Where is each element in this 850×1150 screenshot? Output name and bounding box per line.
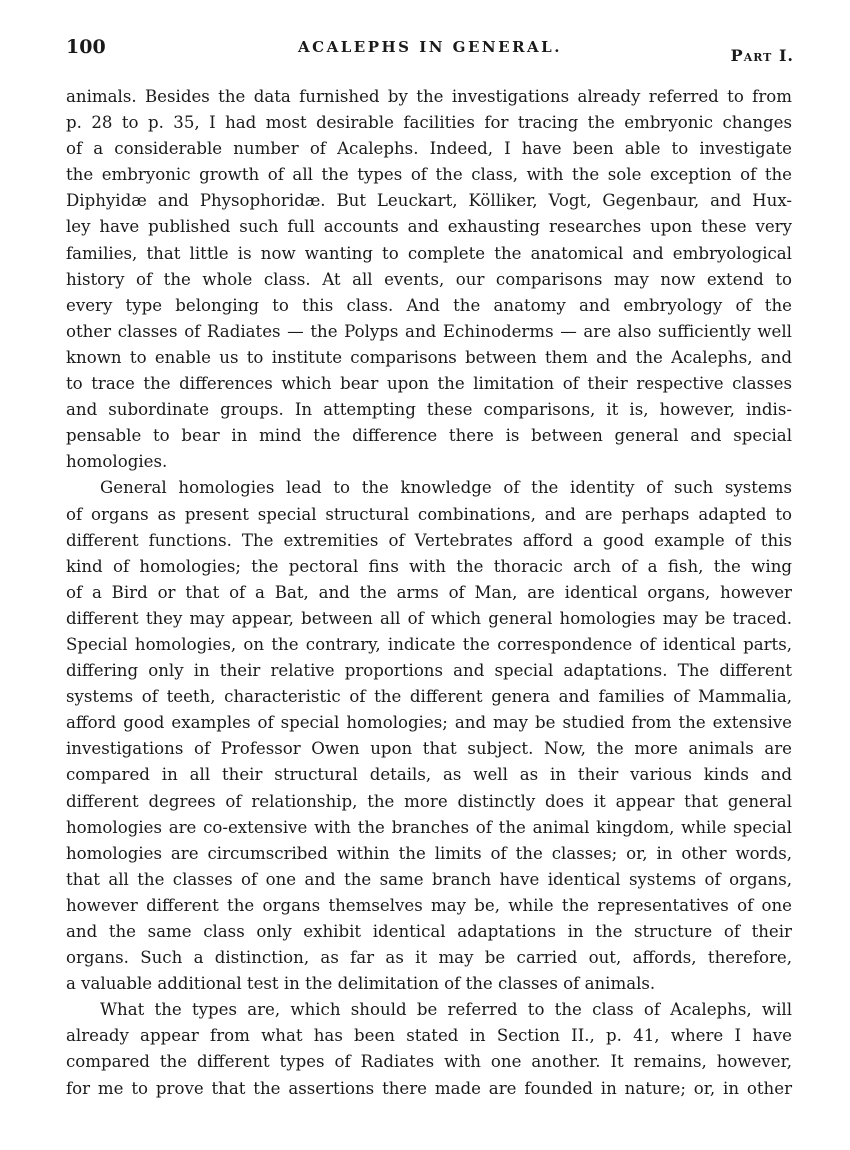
text-line: of organs as present special structural combinations, and are perhaps adapted to xyxy=(66,504,792,524)
text-line: for me to prove that the assertions there made are founded in nature; or, in other xyxy=(66,1078,792,1098)
text-line: p. 28 to p. 35, I had most desirable facilities for tracing the embryonic changes xyxy=(66,113,792,133)
text-line: of a Bird or that of a Bat, and the arms of Man, are identical organs, however xyxy=(66,582,792,602)
text-line: systems of teeth, characteristic of the different genera and families of Mammalia, xyxy=(66,687,792,707)
text-line: pensable to bear in mind the difference there is between general and special xyxy=(66,426,792,446)
text-line: What the types are, which should be referred to the class of Acalephs, will xyxy=(100,1000,792,1020)
text-line: different they may appear, between all of which general homologies may be traced. xyxy=(66,608,792,628)
body-text xyxy=(66,84,792,1102)
text-line: already appear from what has been stated in Section II., p. 41, where I have xyxy=(66,1026,792,1046)
text-line: that all the classes of one and the same branch have identical systems of organs, xyxy=(66,869,792,889)
text-line: homologies are circumscribed within the limits of the classes; or, in other words, xyxy=(66,843,792,863)
text-line: investigations of Professor Owen upon that subject. Now, the more animals are xyxy=(66,739,792,759)
text-line: differing only in their relative proportions and special adaptations. The different xyxy=(66,661,792,681)
text-line: however different the organs themselves may be, while the representatives of one xyxy=(66,895,792,915)
text-line: different degrees of relationship, the more distinctly does it appear that general xyxy=(66,791,792,811)
text-line: homologies are co-extensive with the branches of the animal kingdom, while special xyxy=(66,817,792,837)
text-line: kind of homologies; the pectoral fins with the thoracic arch of a fish, the wing xyxy=(66,556,792,576)
running-title: ACALEPHS IN GENERAL. xyxy=(298,38,562,56)
text-line: families, that little is now wanting to complete the anatomical and embryological xyxy=(66,243,792,263)
text-line: different functions. The extremities of Vertebrates afford a good example of this xyxy=(66,530,792,550)
text-line: afford good examples of special homologies; and may be studied from the extensive xyxy=(66,713,792,733)
text-line: homologies. xyxy=(66,452,168,472)
text-line: and the same class only exhibit identical adaptations in the structure of their xyxy=(66,922,792,941)
text-line: to trace the differences which bear upon the limitation of their respective classes xyxy=(66,374,792,394)
page-number: 100 xyxy=(66,36,106,58)
text-line: compared the different types of Radiates with one another. It remains, however, xyxy=(66,1052,792,1072)
paragraph xyxy=(66,997,792,1101)
text-line: other classes of Radiates — the Polyps and Echinoderms — are also sufficiently well xyxy=(66,321,792,341)
text-line: Diphyidæ and Physophoridæ. But Leuckart, Kölliker, Vogt, Gegenbaur, and Hux- xyxy=(66,191,792,211)
paragraph xyxy=(66,475,792,997)
text-line: animals. Besides the data furnished by the investigations already referred to from xyxy=(66,87,792,106)
paragraph xyxy=(66,84,792,475)
text-line: Special homologies, on the contrary, indicate the correspondence of identical parts, xyxy=(66,634,792,654)
text-line: General homologies lead to the knowledge of the identity of such systems xyxy=(100,478,792,498)
text-line: a valuable additional test in the delimitation of the classes of animals. xyxy=(66,974,656,994)
text-line: known to enable us to institute comparisons between them and the Acalephs, and xyxy=(66,347,792,367)
text-line: every type belonging to this class. And the anatomy and embryology of the xyxy=(66,295,792,315)
text-line: the embryonic growth of all the types of the class, with the sole exception of the xyxy=(66,165,792,185)
part-label: Part I. xyxy=(730,46,794,65)
text-line: and subordinate groups. In attempting these comparisons, it is, however, indis- xyxy=(66,400,792,420)
text-line: history of the whole class. At all events, our comparisons may now extend to xyxy=(66,269,792,289)
text-line: compared in all their structural details, as well as in their various kinds and xyxy=(66,765,792,785)
text-line: of a considerable number of Acalephs. Indeed, I have been able to investigate xyxy=(66,139,792,159)
page-header xyxy=(66,36,794,64)
text-line: ley have published such full accounts and exhausting researches upon these very xyxy=(66,217,792,237)
text-line: organs. Such a distinction, as far as it may be carried out, affords, therefore, xyxy=(66,948,792,968)
